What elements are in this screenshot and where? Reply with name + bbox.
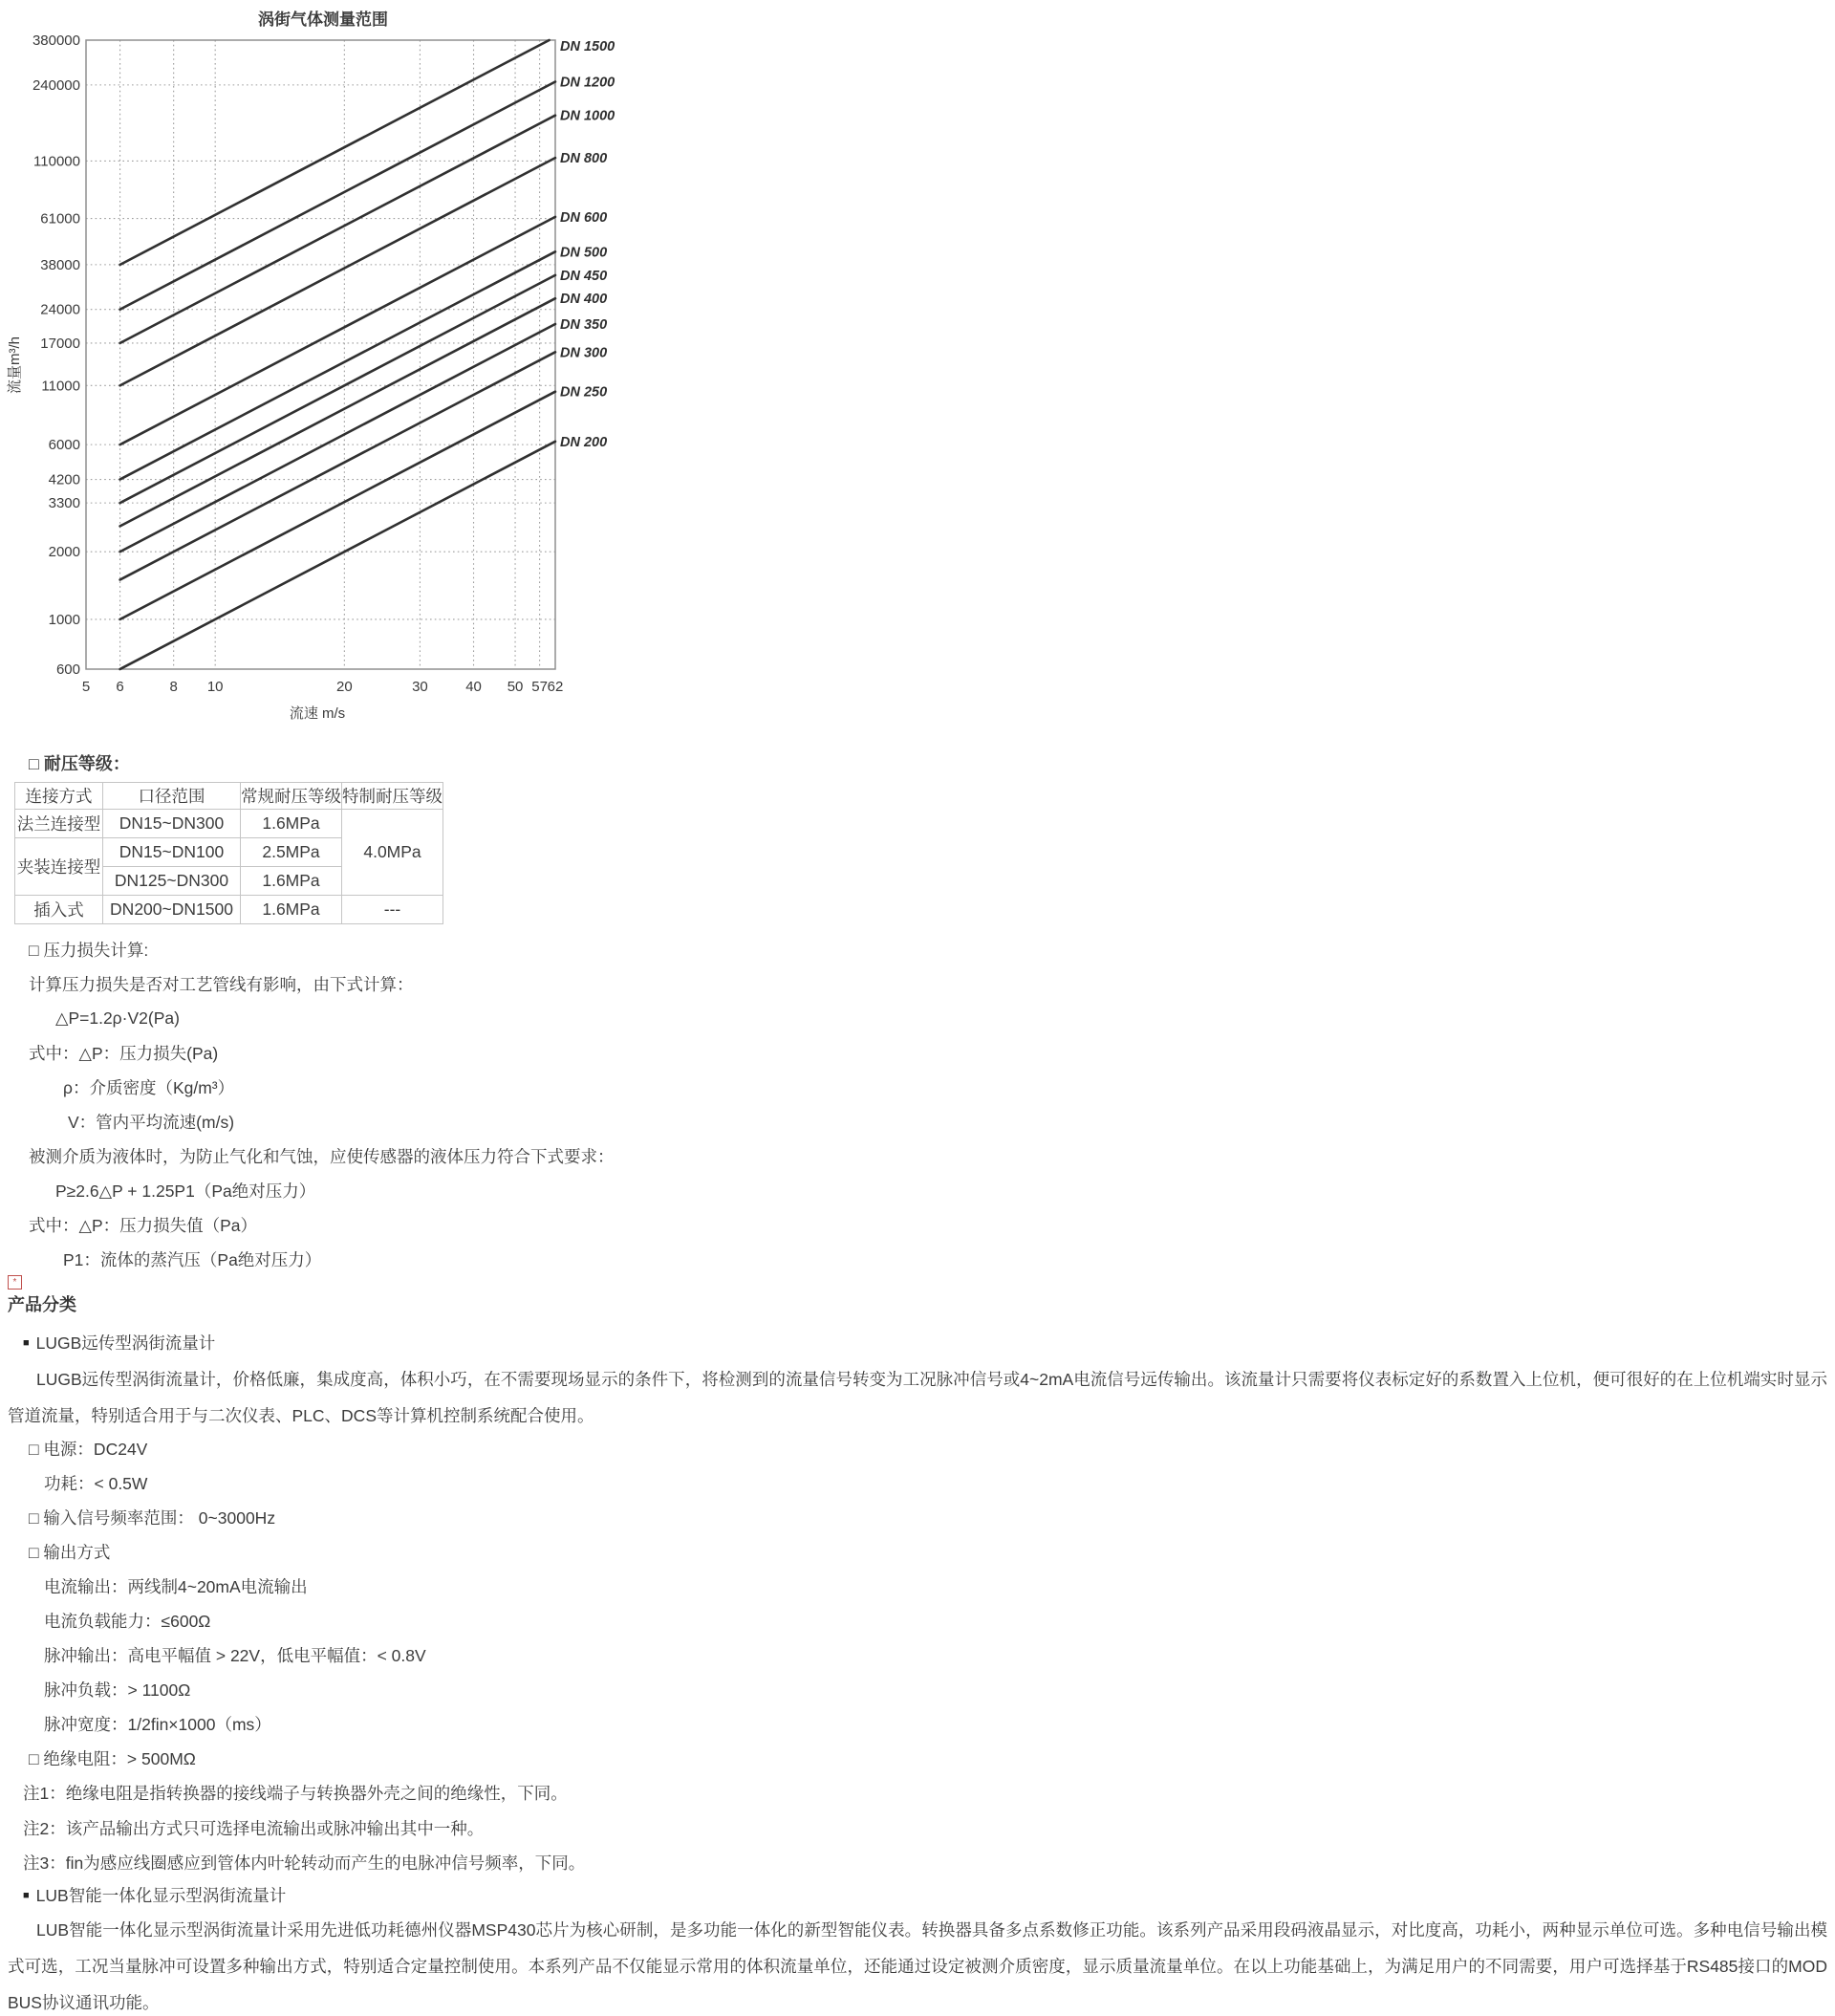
table-cell: 1.6MPa bbox=[241, 867, 342, 896]
table-cell: DN200~DN1500 bbox=[103, 896, 241, 924]
series-label: DN 300 bbox=[560, 345, 608, 361]
spec-line: 脉冲输出：高电平幅值 > 22V，低电平幅值：< 0.8V bbox=[44, 1646, 426, 1666]
pressure-loss-line: 被测介质为液体时，为防止气化和气蚀，应使传感器的液体压力符合下式要求： bbox=[29, 1147, 615, 1167]
table-cell: DN15~DN100 bbox=[103, 838, 241, 867]
series-label: DN 600 bbox=[560, 209, 608, 226]
x-tick-label: 20 bbox=[336, 679, 353, 695]
pressure-loss-line: 计算压力损失是否对工艺管线有影响，由下式计算： bbox=[29, 974, 414, 994]
pressure-loss-line: P1：流体的蒸汽压（Pa绝对压力） bbox=[63, 1250, 322, 1270]
x-tick-label: 8 bbox=[169, 679, 178, 695]
lub-description: LUB智能一体化显示型涡街流量计采用先进低功耗德州仪器MSP430芯片为核心研制，是多功能一体化的新型智能仪表。转换器具备多点系数修正功能。该系列产品采用段码液晶显示，对比度高，功耗小，两种显示单位可选。多种电信号输出模式可选，工况当量脉冲可设置多种输出方式，特别适合定量控制使用。本系列产品不仅能显示常用的体积流量单位，还能通过设定被测介质密度，显示质量流量单位。在以上功能基础上，为满足用户的不同需要，用户可选择基于RS485接口的MODBUS协议通讯功能。 bbox=[8, 1920, 1827, 2012]
series-label: DN 400 bbox=[560, 292, 608, 308]
y-tick-label: 240000 bbox=[32, 76, 80, 94]
table-header-cell: 常规耐压等级 bbox=[241, 783, 342, 810]
y-tick-label: 11000 bbox=[41, 378, 80, 395]
table-header-cell: 连接方式 bbox=[15, 783, 103, 810]
spec-line: 注2：该产品输出方式只可选择电流输出或脉冲输出其中一种。 bbox=[23, 1818, 485, 1838]
series-line bbox=[120, 392, 555, 619]
series-label: DN 800 bbox=[560, 151, 608, 167]
spec-line: 注3：fin为感应线圈感应到管体内叶轮转动而产生的电脉冲信号频率，下同。 bbox=[23, 1853, 586, 1873]
spec-line: 脉冲宽度：1/2fin×1000（ms） bbox=[44, 1715, 271, 1735]
table-row bbox=[15, 896, 443, 924]
square-bullet-icon: ■ bbox=[23, 1337, 30, 1349]
product-category-title: 产品分类 bbox=[8, 1295, 76, 1314]
x-tick-label: 62 bbox=[547, 679, 564, 695]
y-tick-label: 600 bbox=[55, 661, 80, 678]
spec-line: □ 输入信号频率范围： 0~3000Hz bbox=[29, 1507, 276, 1528]
pressure-loss-line: V：管内平均流速(m/s) bbox=[68, 1113, 235, 1133]
series-label: DN 1200 bbox=[560, 75, 615, 91]
series-line bbox=[120, 82, 555, 310]
y-axis-label: 流量m³/h bbox=[7, 336, 23, 395]
pressure-loss-line: 式中：△P：压力损失(Pa) bbox=[29, 1043, 219, 1063]
flow-range-chart bbox=[0, 0, 669, 741]
table-cell: 法兰连接型 bbox=[15, 810, 103, 838]
y-tick-label: 61000 bbox=[40, 210, 80, 228]
chart-title: 涡街气体测量范围 bbox=[258, 11, 388, 29]
pressure-loss-line: P≥2.6△P + 1.25P1（Pa绝对压力） bbox=[55, 1181, 316, 1202]
table-cell: 1.6MPa bbox=[241, 896, 342, 924]
table-cell: 夹装连接型 bbox=[15, 838, 103, 896]
y-tick-label: 3300 bbox=[48, 495, 80, 512]
chart-canvas bbox=[0, 0, 669, 741]
y-tick-label: 24000 bbox=[40, 301, 80, 318]
spec-line: □ 输出方式 bbox=[29, 1542, 111, 1562]
y-tick-label: 2000 bbox=[48, 544, 80, 561]
series-line bbox=[120, 217, 555, 444]
table-header-row bbox=[15, 783, 443, 810]
series-label: DN 350 bbox=[560, 316, 608, 333]
broken-image-icon: * bbox=[8, 1275, 22, 1290]
lub-product-heading bbox=[23, 1883, 286, 1908]
series-line bbox=[120, 158, 555, 385]
pressure-loss-line: □ 压力损失计算: bbox=[29, 940, 149, 960]
series-line bbox=[120, 251, 555, 479]
y-tick-label: 1000 bbox=[48, 611, 80, 628]
series-label: DN 250 bbox=[560, 384, 608, 401]
pressure-loss-section bbox=[0, 932, 1835, 1277]
x-tick-label: 6 bbox=[116, 679, 124, 695]
x-tick-label: 10 bbox=[206, 679, 224, 695]
spec-line: 功耗：< 0.5W bbox=[44, 1473, 148, 1493]
y-tick-label: 17000 bbox=[40, 335, 80, 352]
table-cell: 2.5MPa bbox=[241, 838, 342, 867]
table-row bbox=[15, 810, 443, 838]
lugb-product-heading bbox=[23, 1331, 215, 1355]
lugb-heading-label: LUGB远传型涡街流量计 bbox=[35, 1333, 216, 1353]
pressure-loss-line: 式中：△P：压力损失值（Pa） bbox=[29, 1216, 258, 1236]
series-label: DN 500 bbox=[560, 245, 608, 261]
lugb-description: LUGB远传型涡街流量计，价格低廉，集成度高，体积小巧，在不需要现场显示的条件下，将检测到的流量信号转变为工况脉冲信号或4~2mA电流信号远传输出。该流量计只需要将仪表标定好的系数置入上位机，便可很好的在上位机端实时显示管道流量，特别适合用于与二次仪表、PLC、DCS等计算机控制系统配合使用。 bbox=[8, 1370, 1827, 1425]
spec-line: 电流输出：两线制4~20mA电流输出 bbox=[44, 1576, 308, 1596]
x-tick-label: 5 bbox=[81, 679, 91, 695]
pressure-rating-table bbox=[14, 782, 443, 924]
x-tick-label: 30 bbox=[412, 679, 428, 695]
table-cell: 4.0MPa bbox=[342, 810, 443, 896]
series-label: DN 450 bbox=[560, 268, 608, 284]
y-tick-label: 110000 bbox=[33, 153, 80, 170]
spec-line: □ 电源：DC24V bbox=[29, 1439, 148, 1459]
x-axis-label: 流速 m/s bbox=[289, 705, 346, 722]
y-tick-label: 38000 bbox=[40, 256, 80, 273]
series-label: DN 1000 bbox=[560, 108, 615, 124]
table-cell: 插入式 bbox=[15, 896, 103, 924]
table-header-cell: 口径范围 bbox=[103, 783, 241, 810]
table-cell: DN15~DN300 bbox=[103, 810, 241, 838]
series-label: DN 200 bbox=[560, 434, 608, 450]
y-tick-label: 380000 bbox=[32, 33, 80, 49]
series-line bbox=[120, 324, 555, 552]
spec-line: 脉冲负载：> 1100Ω bbox=[44, 1680, 191, 1701]
y-tick-label: 6000 bbox=[48, 437, 80, 454]
plot-border bbox=[86, 40, 555, 669]
spec-line: □ 绝缘电阻：> 500MΩ bbox=[29, 1749, 196, 1769]
pressure-rating-header: □ 耐压等级： bbox=[29, 754, 130, 773]
lub-heading-label: LUB智能一体化显示型涡街流量计 bbox=[35, 1886, 287, 1905]
pressure-loss-line: ρ：介质密度（Kg/m³） bbox=[63, 1077, 235, 1097]
series-line bbox=[120, 298, 555, 526]
spec-line: 注1：绝缘电阻是指转换器的接线端子与转换器外壳之间的绝缘性，下同。 bbox=[23, 1784, 568, 1804]
series-label: DN 1500 bbox=[560, 39, 615, 54]
lugb-spec-list bbox=[0, 1431, 1835, 1879]
table-header-cell: 特制耐压等级 bbox=[342, 783, 443, 810]
series-line bbox=[120, 442, 555, 669]
table-cell: 1.6MPa bbox=[241, 810, 342, 838]
series-line bbox=[120, 352, 555, 579]
spec-line: 电流负载能力：≤600Ω bbox=[44, 1612, 211, 1632]
table-cell: --- bbox=[342, 896, 443, 924]
table-cell: DN125~DN300 bbox=[103, 867, 241, 896]
x-tick-label: 40 bbox=[465, 679, 482, 695]
x-tick-label: 57 bbox=[531, 679, 548, 695]
square-bullet-icon: ■ bbox=[23, 1890, 30, 1901]
pressure-loss-line: △P=1.2ρ·V2(Pa) bbox=[55, 1008, 180, 1028]
x-tick-label: 50 bbox=[507, 679, 524, 695]
y-tick-label: 4200 bbox=[48, 471, 80, 488]
